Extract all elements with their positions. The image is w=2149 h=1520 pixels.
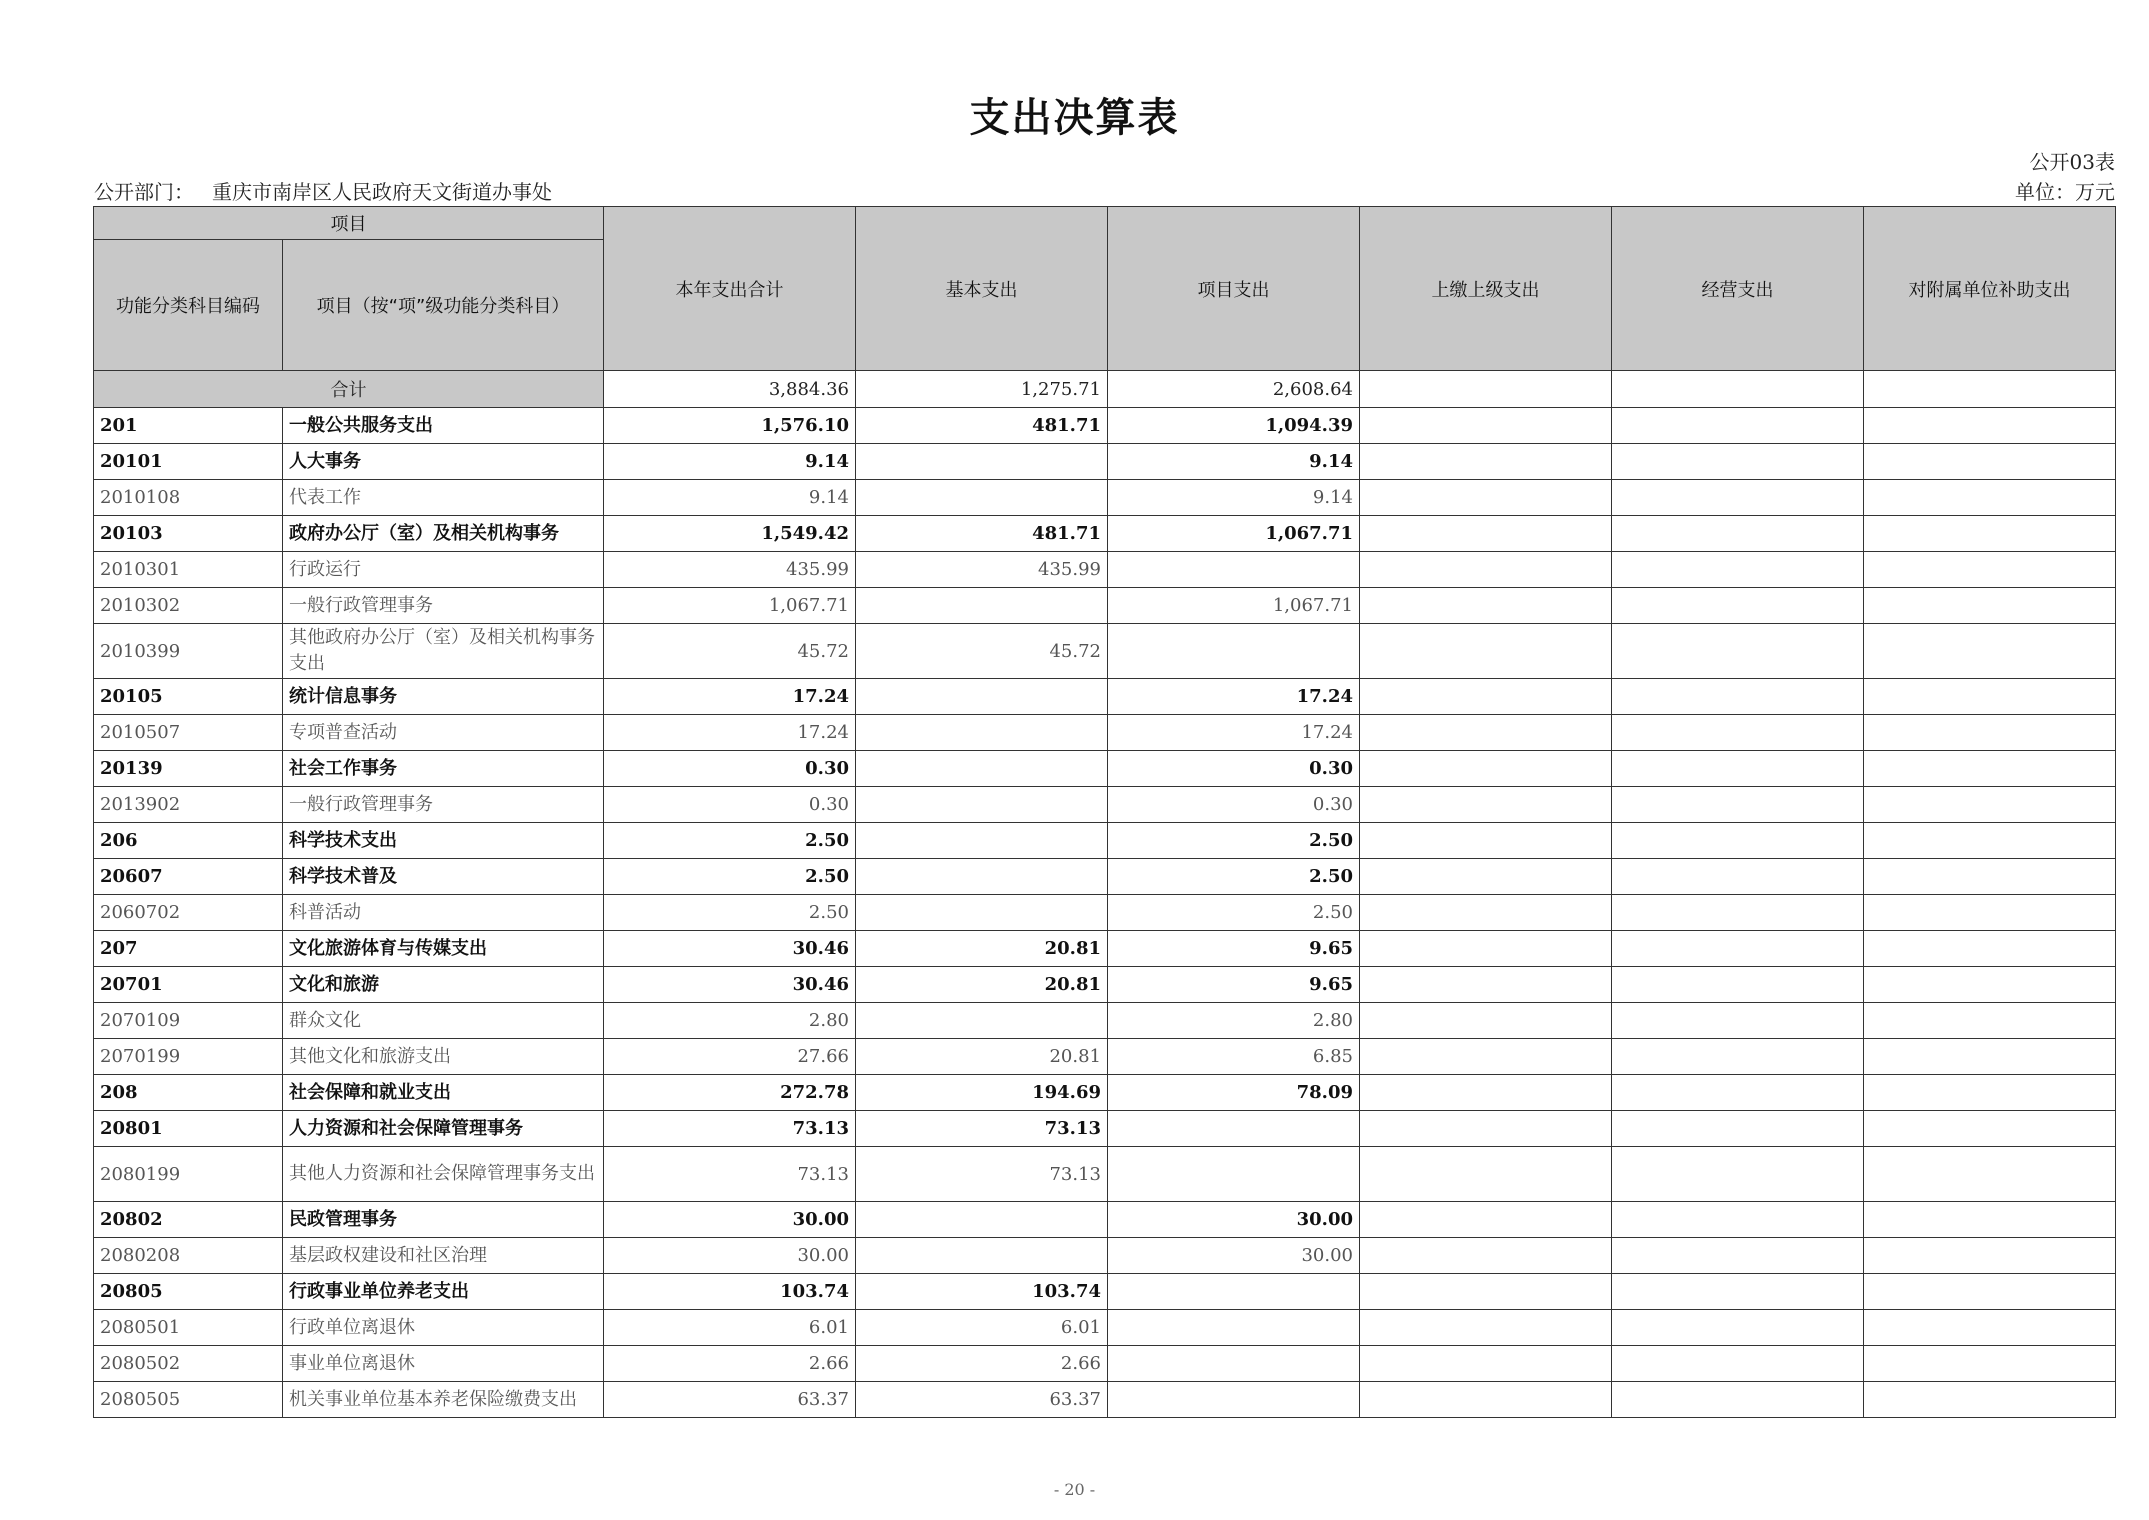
row-project-expenditure: 9.65 [1108,967,1360,1003]
row-basic: 435.99 [856,552,1108,588]
row-name: 其他人力资源和社会保障管理事务支出 [283,1147,604,1202]
row-upper [1360,552,1612,588]
row-basic [856,679,1108,715]
row-upper [1360,931,1612,967]
row-name: 社会工作事务 [283,751,604,787]
table-row [94,895,2116,931]
row-subsidiary [1864,480,2116,516]
table-body [94,371,2116,1418]
row-project-expenditure [1108,1382,1360,1418]
row-upper [1360,408,1612,444]
row-name: 其他文化和旅游支出 [283,1039,604,1075]
table-row [94,1274,2116,1310]
row-total: 73.13 [604,1147,856,1202]
row-subsidiary [1864,444,2116,480]
row-code: 206 [94,823,283,859]
row-code: 2080502 [94,1346,283,1382]
header-upper: 上缴上级支出 [1360,207,1612,371]
row-total: 0.30 [604,787,856,823]
table-row [94,931,2116,967]
header-project-expenditure: 项目支出 [1108,207,1360,371]
row-project-expenditure: 1,067.71 [1108,516,1360,552]
total-total: 3,884.36 [604,371,856,408]
row-upper [1360,588,1612,624]
row-subsidiary [1864,1238,2116,1274]
row-upper [1360,1202,1612,1238]
row-operating [1612,1111,1864,1147]
row-basic: 20.81 [856,967,1108,1003]
row-basic [856,751,1108,787]
row-basic: 20.81 [856,1039,1108,1075]
row-upper [1360,751,1612,787]
row-subsidiary [1864,1147,2116,1202]
row-operating [1612,624,1864,679]
form-code: 公开03表 [2029,150,2115,174]
row-project-expenditure [1108,552,1360,588]
total-upper [1360,371,1612,408]
row-operating [1612,967,1864,1003]
row-upper [1360,1111,1612,1147]
row-code: 2080199 [94,1147,283,1202]
table-row [94,967,2116,1003]
table-row [94,751,2116,787]
table-row [94,1382,2116,1418]
row-total: 63.37 [604,1382,856,1418]
unit-label: 单位：万元 [2015,180,2115,204]
row-project-expenditure: 78.09 [1108,1075,1360,1111]
row-code: 2010399 [94,624,283,679]
row-total: 435.99 [604,552,856,588]
row-upper [1360,480,1612,516]
row-subsidiary [1864,1382,2116,1418]
row-subsidiary [1864,751,2116,787]
header-total: 本年支出合计 [604,207,856,371]
row-operating [1612,823,1864,859]
row-basic [856,859,1108,895]
department-name: 重庆市南岸区人民政府天文街道办事处 [212,180,552,204]
row-code: 20801 [94,1111,283,1147]
row-operating [1612,552,1864,588]
total-project-expenditure: 2,608.64 [1108,371,1360,408]
row-upper [1360,715,1612,751]
row-subsidiary [1864,1111,2116,1147]
row-basic [856,444,1108,480]
row-total: 272.78 [604,1075,856,1111]
row-project-expenditure: 2.50 [1108,895,1360,931]
row-operating [1612,1346,1864,1382]
row-subsidiary [1864,967,2116,1003]
row-name: 机关事业单位基本养老保险缴费支出 [283,1382,604,1418]
row-upper [1360,444,1612,480]
row-upper [1360,895,1612,931]
row-code: 208 [94,1075,283,1111]
table-row [94,1310,2116,1346]
table-row [94,1202,2116,1238]
row-operating [1612,1039,1864,1075]
row-subsidiary [1864,1274,2116,1310]
row-total: 45.72 [604,624,856,679]
row-name: 群众文化 [283,1003,604,1039]
row-operating [1612,1202,1864,1238]
total-operating [1612,371,1864,408]
table-row [94,859,2116,895]
row-name: 一般公共服务支出 [283,408,604,444]
row-code: 2070109 [94,1003,283,1039]
row-name: 事业单位离退休 [283,1346,604,1382]
row-subsidiary [1864,408,2116,444]
row-basic [856,1003,1108,1039]
row-code: 20607 [94,859,283,895]
row-name: 基层政权建设和社区治理 [283,1238,604,1274]
row-project-expenditure [1108,1111,1360,1147]
row-name: 科学技术普及 [283,859,604,895]
row-operating [1612,859,1864,895]
row-upper [1360,679,1612,715]
row-total: 1,067.71 [604,588,856,624]
table-row [94,1238,2116,1274]
row-project-expenditure: 17.24 [1108,715,1360,751]
row-operating [1612,1075,1864,1111]
row-total: 6.01 [604,1310,856,1346]
row-code: 2080505 [94,1382,283,1418]
row-operating [1612,516,1864,552]
row-basic: 103.74 [856,1274,1108,1310]
total-subsidiary [1864,371,2116,408]
row-project-expenditure: 0.30 [1108,751,1360,787]
page-number: - 20 - [1053,1480,1096,1499]
table-row [94,1111,2116,1147]
row-operating [1612,1310,1864,1346]
row-operating [1612,679,1864,715]
row-subsidiary [1864,1039,2116,1075]
table-row [94,408,2116,444]
row-total: 2.50 [604,823,856,859]
row-name: 专项普查活动 [283,715,604,751]
row-basic: 73.13 [856,1111,1108,1147]
department-label: 公开部门： [94,180,194,204]
row-project-expenditure [1108,1147,1360,1202]
row-basic: 45.72 [856,624,1108,679]
row-project-expenditure: 9.14 [1108,444,1360,480]
row-basic [856,895,1108,931]
row-subsidiary [1864,588,2116,624]
row-name: 行政运行 [283,552,604,588]
row-total: 73.13 [604,1111,856,1147]
row-code: 207 [94,931,283,967]
row-basic [856,588,1108,624]
row-operating [1612,751,1864,787]
table-row [94,552,2116,588]
table-row [94,1346,2116,1382]
table-row [94,444,2116,480]
row-upper [1360,1382,1612,1418]
row-subsidiary [1864,679,2116,715]
header-project: 项目 [94,207,604,240]
row-total: 9.14 [604,444,856,480]
row-operating [1612,931,1864,967]
row-project-expenditure: 17.24 [1108,679,1360,715]
row-code: 2010301 [94,552,283,588]
row-name: 民政管理事务 [283,1202,604,1238]
table-row [94,1075,2116,1111]
row-code: 2010302 [94,588,283,624]
row-upper [1360,624,1612,679]
header-code: 功能分类科目编码 [94,240,283,371]
row-code: 2010507 [94,715,283,751]
row-upper [1360,859,1612,895]
table-row [94,679,2116,715]
row-upper [1360,1003,1612,1039]
row-code: 2013902 [94,787,283,823]
row-subsidiary [1864,1075,2116,1111]
row-operating [1612,1382,1864,1418]
row-code: 20105 [94,679,283,715]
row-subsidiary [1864,931,2116,967]
department-line [94,176,552,205]
row-code: 20101 [94,444,283,480]
row-name: 一般行政管理事务 [283,787,604,823]
row-basic: 6.01 [856,1310,1108,1346]
row-name: 社会保障和就业支出 [283,1075,604,1111]
expenditure-table [93,206,2116,1418]
row-total: 0.30 [604,751,856,787]
row-upper [1360,787,1612,823]
total-row [94,371,2116,408]
table-row [94,1147,2116,1202]
row-project-expenditure: 2.50 [1108,823,1360,859]
row-code: 20103 [94,516,283,552]
row-project-expenditure: 9.14 [1108,480,1360,516]
row-total: 2.50 [604,895,856,931]
table-row [94,1039,2116,1075]
row-code: 20802 [94,1202,283,1238]
header-operating: 经营支出 [1612,207,1864,371]
row-project-expenditure: 0.30 [1108,787,1360,823]
row-basic [856,823,1108,859]
row-basic: 63.37 [856,1382,1108,1418]
row-total: 30.46 [604,931,856,967]
row-project-expenditure [1108,624,1360,679]
row-subsidiary [1864,624,2116,679]
total-basic: 1,275.71 [856,371,1108,408]
row-basic: 2.66 [856,1346,1108,1382]
header-subsidiary: 对附属单位补助支出 [1864,207,2116,371]
row-name: 政府办公厅（室）及相关机构事务 [283,516,604,552]
header-basic: 基本支出 [856,207,1108,371]
row-project-expenditure: 1,067.71 [1108,588,1360,624]
row-project-expenditure: 30.00 [1108,1202,1360,1238]
row-total: 27.66 [604,1039,856,1075]
row-upper [1360,1039,1612,1075]
row-subsidiary [1864,1346,2116,1382]
row-code: 20805 [94,1274,283,1310]
row-upper [1360,1310,1612,1346]
row-code: 2080501 [94,1310,283,1346]
row-code: 2060702 [94,895,283,931]
row-subsidiary [1864,1202,2116,1238]
row-operating [1612,715,1864,751]
table-row [94,715,2116,751]
row-operating [1612,787,1864,823]
row-basic [856,1238,1108,1274]
row-name: 文化旅游体育与传媒支出 [283,931,604,967]
row-operating [1612,408,1864,444]
row-subsidiary [1864,1310,2116,1346]
row-basic: 194.69 [856,1075,1108,1111]
row-project-expenditure: 9.65 [1108,931,1360,967]
row-code: 2010108 [94,480,283,516]
table-row [94,1003,2116,1039]
row-name: 人力资源和社会保障管理事务 [283,1111,604,1147]
row-basic [856,1202,1108,1238]
row-subsidiary [1864,859,2116,895]
row-name: 代表工作 [283,480,604,516]
row-total: 2.80 [604,1003,856,1039]
row-name: 科学技术支出 [283,823,604,859]
total-label: 合计 [94,371,604,408]
row-total: 1,576.10 [604,408,856,444]
row-basic: 481.71 [856,516,1108,552]
row-total: 2.50 [604,859,856,895]
table-row [94,480,2116,516]
row-operating [1612,1147,1864,1202]
row-code: 20701 [94,967,283,1003]
row-project-expenditure: 1,094.39 [1108,408,1360,444]
row-total: 9.14 [604,480,856,516]
row-operating [1612,895,1864,931]
row-upper [1360,1147,1612,1202]
row-upper [1360,1346,1612,1382]
row-basic: 481.71 [856,408,1108,444]
row-subsidiary [1864,823,2116,859]
table-row [94,823,2116,859]
row-project-expenditure: 6.85 [1108,1039,1360,1075]
row-name: 科普活动 [283,895,604,931]
row-operating [1612,444,1864,480]
row-subsidiary [1864,552,2116,588]
row-basic: 73.13 [856,1147,1108,1202]
row-project-expenditure [1108,1274,1360,1310]
row-operating [1612,1003,1864,1039]
table-row [94,516,2116,552]
row-total: 103.74 [604,1274,856,1310]
row-project-expenditure: 2.80 [1108,1003,1360,1039]
row-total: 17.24 [604,679,856,715]
row-name: 行政事业单位养老支出 [283,1274,604,1310]
row-project-expenditure [1108,1310,1360,1346]
table-row [94,787,2116,823]
row-total: 1,549.42 [604,516,856,552]
header-name: 项目（按“项”级功能分类科目） [283,240,604,371]
row-operating [1612,1238,1864,1274]
row-basic [856,480,1108,516]
row-project-expenditure: 30.00 [1108,1238,1360,1274]
row-subsidiary [1864,715,2116,751]
row-total: 30.46 [604,967,856,1003]
row-operating [1612,480,1864,516]
row-upper [1360,823,1612,859]
row-upper [1360,967,1612,1003]
row-name: 行政单位离退休 [283,1310,604,1346]
row-subsidiary [1864,895,2116,931]
row-name: 一般行政管理事务 [283,588,604,624]
table-row [94,588,2116,624]
page-title: 支出决算表 [969,95,1180,141]
row-project-expenditure: 2.50 [1108,859,1360,895]
row-project-expenditure [1108,1346,1360,1382]
row-operating [1612,1274,1864,1310]
row-subsidiary [1864,1003,2116,1039]
row-name: 人大事务 [283,444,604,480]
row-upper [1360,1075,1612,1111]
row-basic: 20.81 [856,931,1108,967]
row-upper [1360,1238,1612,1274]
row-upper [1360,516,1612,552]
row-subsidiary [1864,516,2116,552]
row-total: 17.24 [604,715,856,751]
row-name: 统计信息事务 [283,679,604,715]
row-subsidiary [1864,787,2116,823]
row-basic [856,715,1108,751]
row-total: 30.00 [604,1238,856,1274]
row-code: 2070199 [94,1039,283,1075]
row-code: 201 [94,408,283,444]
row-code: 20139 [94,751,283,787]
row-total: 2.66 [604,1346,856,1382]
row-name: 其他政府办公厅（室）及相关机构事务支出 [283,624,604,679]
table-row [94,624,2116,679]
row-total: 30.00 [604,1202,856,1238]
row-name: 文化和旅游 [283,967,604,1003]
row-basic [856,787,1108,823]
row-operating [1612,588,1864,624]
row-upper [1360,1274,1612,1310]
row-code: 2080208 [94,1238,283,1274]
